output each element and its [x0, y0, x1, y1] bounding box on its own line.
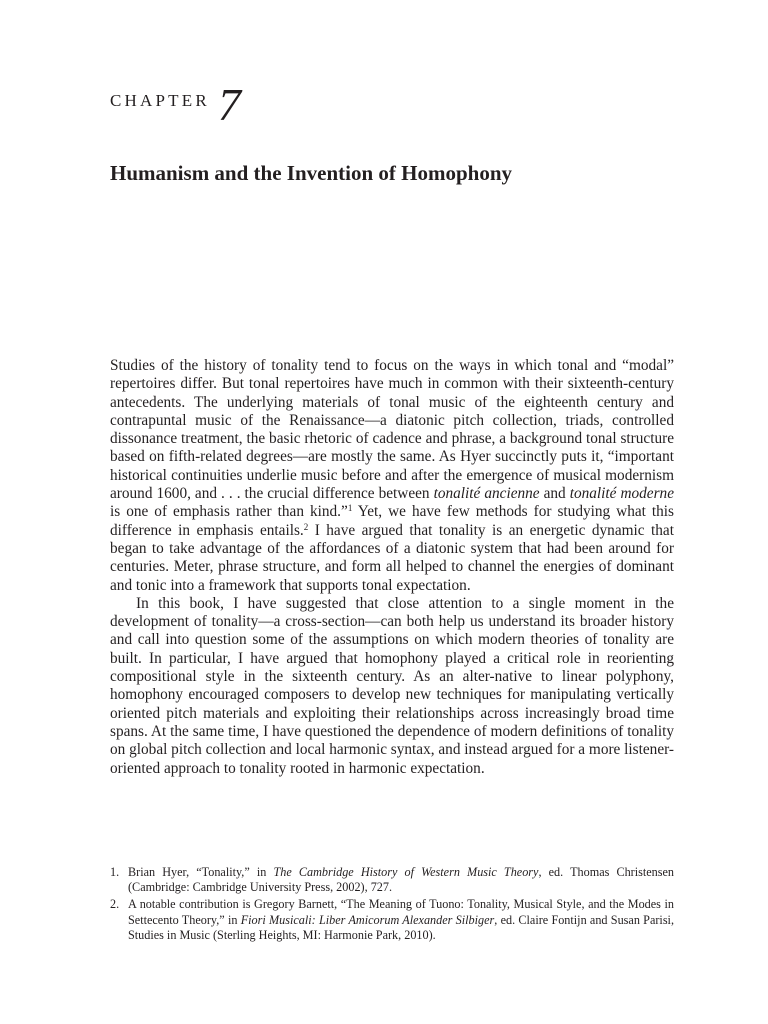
book-title: The Cambridge History of Western Music Theory	[273, 865, 539, 879]
chapter-label: CHAPTER	[110, 91, 210, 110]
footnotes	[110, 865, 674, 945]
footnote-text	[128, 897, 674, 943]
footnote-number: 1.	[110, 865, 120, 879]
text-run: and	[539, 485, 570, 503]
chapter-title: Humanism and the Invention of Homophony	[110, 161, 513, 185]
text-run: , ed. Thomas Christensen (Cambridge: Cambridge University Press, 2002), 727.	[128, 865, 675, 895]
book-title: Fiori Musicali: Liber Amicorum Alexander Silbiger	[240, 912, 495, 927]
footnote-text	[128, 865, 674, 895]
italic-term: tonalité moderne	[569, 485, 674, 503]
paragraph-2: In this book, I have suggested that close attention to a single moment in the development of tonality—a cross-section—can both help us understand its broader history and call into question some of the assumptions on which modern theories of tonality are built. In particular, I have argued that homophony played a critical role in reorienting compositional style in the sixteenth century. As an alter-native to linear polyphony, homophony encouraged composers to develop new techniques for manipulating vertically oriented pitch materials and exploiting their relationships across increasingly broad time spans. At the same time, I have questioned the dependence of modern definitions of tonality on global pitch collection and local harmonic syntax, and instead argued for a more listener-oriented approach to tonality rooted in harmonic expectation.	[110, 594, 674, 777]
text-run: Brian Hyer, “Tonality,” in	[128, 865, 274, 879]
paragraph-1	[110, 357, 674, 595]
chapter-number: 7	[217, 79, 240, 130]
footnote-2	[110, 897, 674, 943]
footnote-ref-2[interactable]: 2	[303, 521, 309, 532]
text-run: is one of emphasis rather than kind.”	[110, 503, 348, 521]
text-run: , ed. Claire Fontijn and Susan Parisi, Studies in Music (Sterling Heights, MI: Harmonie Park, 2010).	[128, 912, 674, 942]
text-run: Studies of the history of tonality tend to focus on the ways in which tonal and “modal” repertoires differ. But tonal repertoires have much in common with their sixteenth-century antecedents. The underlying materials of tonal music of the eighteenth century and contrapuntal music of the Renaissance—a diatonic pitch collection, triads, controlled dissonance treatment, the basic rhetoric of cadence and phrase, a background tonal structure based on fifth-related degrees—are mostly the same. As Hyer succinctly puts it, “important historical continuities underlie music before and after the emergence of musical modernism around 1600, and . . . the crucial difference between	[110, 357, 674, 503]
italic-term: tonalité ancienne	[433, 485, 540, 503]
footnote-1	[110, 865, 674, 895]
text-run: Yet, we have few methods for studying what this difference in emphasis entails.	[110, 503, 675, 539]
text-run: A notable contribution is Gregory Barnett, “The Meaning of Tuono: Tonality, Musical Style, and the Modes in Settecento Theory,” in	[128, 897, 674, 927]
footnote-number: 2.	[110, 897, 120, 912]
footnote-ref-1[interactable]: 1	[347, 503, 353, 514]
body-text	[110, 357, 674, 778]
chapter-heading	[110, 79, 240, 130]
text-run: I have argued that tonality is an energetic dynamic that began to take advantage of the affordances of a diatonic system that had been around for centuries. Meter, phrase structure, and form all helped to channel the energies of dominant and tonic into a framework that supports tonal expectation.	[110, 521, 674, 594]
